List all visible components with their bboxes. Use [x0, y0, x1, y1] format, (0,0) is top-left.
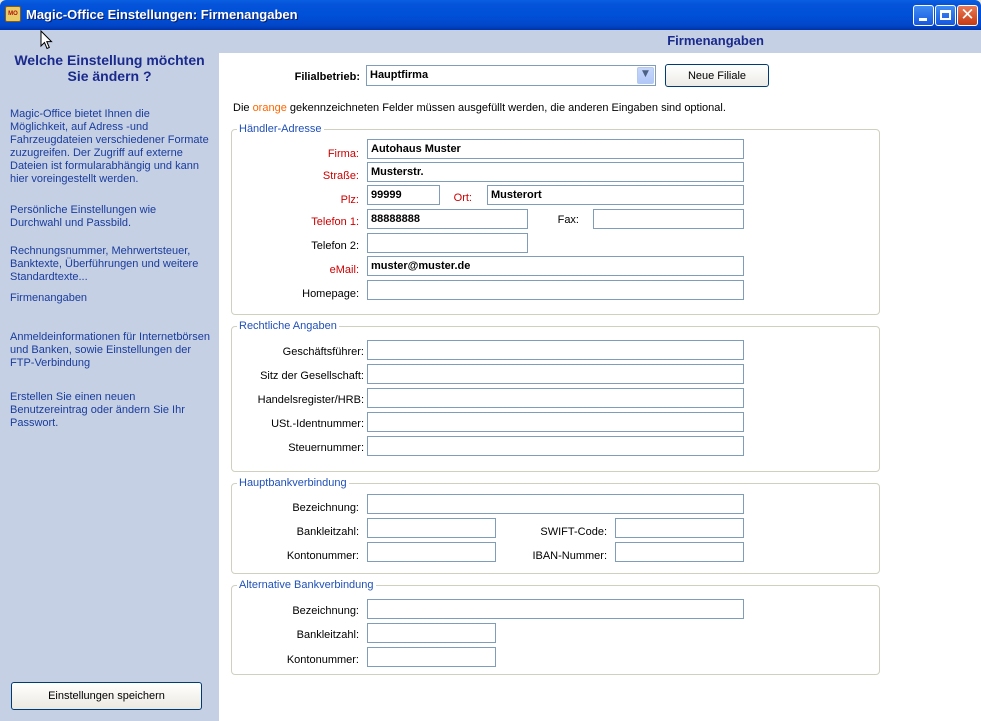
sidebar-item-dateizugriff[interactable]: Magic-Office bietet Ihnen die Möglichkeit, auf Adress -und Fahrzeugdateien verschiedener Formate zuzugreifen. Der Zugriff auf externe Dateien ist formularabhängig und kann hier voreingestellt werden.	[10, 108, 209, 185]
sidebar-item-anmeldeinformationen[interactable]: Anmeldeinformationen für Internetbörsen und Banken, sowie Einstellungen der FTP-Verbindung	[10, 331, 210, 369]
minimize-icon	[919, 18, 927, 21]
maximize-button[interactable]	[935, 5, 956, 26]
hint-prefix: Die	[233, 102, 253, 114]
firma-field[interactable]	[367, 139, 744, 159]
strasse-label: Straße:	[322, 170, 359, 182]
sidebar-heading-line2: Sie ändern ?	[67, 68, 152, 84]
swift-label: SWIFT-Code:	[540, 526, 607, 538]
sidebar-item-rechnung[interactable]: Rechnungsnummer, Mehrwertsteuer, Banktexte, Überführungen und weitere Standardtexte...	[10, 245, 199, 283]
main-bank-bezeichnung-label: Bezeichnung:	[292, 502, 359, 514]
firma-label: Firma:	[327, 148, 359, 160]
alt-bank-konto-label: Kontonummer:	[286, 654, 359, 666]
email-label: eMail:	[329, 264, 359, 276]
plz-label: Plz:	[340, 194, 359, 206]
steuernummer-field[interactable]	[367, 436, 744, 456]
sitz-field[interactable]	[367, 364, 744, 384]
hint-highlight: orange	[252, 102, 287, 114]
filialbetrieb-selected-value: Hauptfirma	[370, 69, 429, 81]
main-bank-bezeichnung-field[interactable]	[367, 494, 744, 514]
header-band	[219, 30, 981, 53]
chevron-down-icon: ▼	[642, 69, 649, 79]
geschaeftsfuehrer-label: Geschäftsführer:	[282, 346, 364, 358]
swift-field[interactable]	[615, 518, 744, 538]
homepage-field[interactable]	[367, 280, 744, 300]
handelsregister-field[interactable]	[367, 388, 744, 408]
main-panel	[219, 53, 981, 721]
hint-suffix: gekennzeichneten Felder müssen ausgefüllt werden, die anderen Eingaben sind optional.	[286, 102, 726, 114]
sitz-label: Sitz der Gesellschaft:	[260, 370, 364, 382]
main-bank-konto-label: Kontonummer:	[286, 550, 359, 562]
page-title: Firmenangaben	[667, 33, 764, 48]
save-settings-button[interactable]: Einstellungen speichern	[11, 682, 202, 710]
fax-label: Fax:	[557, 214, 579, 226]
telefon2-label: Telefon 2:	[311, 240, 359, 252]
strasse-field[interactable]	[367, 162, 744, 182]
main-bank-title: Hauptbankverbindung	[239, 477, 347, 489]
alt-bank-konto-field[interactable]	[367, 647, 496, 667]
steuernummer-label: Steuernummer:	[288, 442, 364, 454]
main-bank-blz-label: Bankleitzahl:	[296, 526, 359, 538]
sidebar	[0, 30, 219, 721]
sidebar-item-benutzer[interactable]: Erstellen Sie einen neuen Benutzereintrag oder ändern Sie Ihr Passwort.	[10, 391, 185, 429]
handelsregister-label: Handelsregister/HRB:	[257, 394, 364, 406]
ort-label: Ort:	[453, 192, 472, 204]
telefon1-field[interactable]	[367, 209, 528, 229]
maximize-icon	[940, 10, 951, 20]
sidebar-heading-line1: Welche Einstellung möchten	[14, 52, 205, 68]
ort-field[interactable]	[487, 185, 744, 205]
filialbetrieb-label: Filialbetrieb:	[294, 71, 360, 83]
homepage-label: Homepage:	[302, 288, 359, 300]
sidebar-heading	[0, 52, 219, 84]
ust-id-label: USt.-Identnummer:	[271, 418, 364, 430]
required-fields-hint	[233, 102, 726, 114]
email-field[interactable]	[367, 256, 744, 276]
main-bank-konto-field[interactable]	[367, 542, 496, 562]
alt-bank-blz-label: Bankleitzahl:	[296, 629, 359, 641]
iban-field[interactable]	[615, 542, 744, 562]
main-bank-blz-field[interactable]	[367, 518, 496, 538]
legal-info-title: Rechtliche Angaben	[239, 320, 337, 332]
minimize-button[interactable]	[913, 5, 934, 26]
alt-bank-blz-field[interactable]	[367, 623, 496, 643]
title-bar[interactable]	[0, 0, 981, 30]
plz-field[interactable]	[367, 185, 440, 205]
app-icon[interactable]: MO	[5, 6, 21, 22]
geschaeftsfuehrer-field[interactable]	[367, 340, 744, 360]
alt-bank-bezeichnung-label: Bezeichnung:	[292, 605, 359, 617]
close-icon: ✕	[960, 5, 975, 25]
window-title: Magic-Office Einstellungen: Firmenangaben	[26, 7, 298, 22]
alt-bank-bezeichnung-field[interactable]	[367, 599, 744, 619]
filialbetrieb-select[interactable]	[366, 65, 656, 86]
telefon1-label: Telefon 1:	[311, 216, 359, 228]
telefon2-field[interactable]	[367, 233, 528, 253]
new-branch-button[interactable]: Neue Filiale	[665, 64, 769, 87]
sidebar-item-persoenlich[interactable]: Persönliche Einstellungen wie Durchwahl und Passbild.	[10, 204, 157, 229]
ust-id-field[interactable]	[367, 412, 744, 432]
haendler-address-title: Händler-Adresse	[239, 123, 322, 135]
sidebar-item-firmenangaben[interactable]: Firmenangaben	[10, 292, 88, 304]
dropdown-button[interactable]	[637, 67, 654, 84]
alt-bank-title: Alternative Bankverbindung	[239, 579, 374, 591]
fax-field[interactable]	[593, 209, 744, 229]
iban-label: IBAN-Nummer:	[532, 550, 607, 562]
close-button[interactable]	[957, 5, 978, 26]
mouse-cursor-icon	[40, 30, 54, 50]
